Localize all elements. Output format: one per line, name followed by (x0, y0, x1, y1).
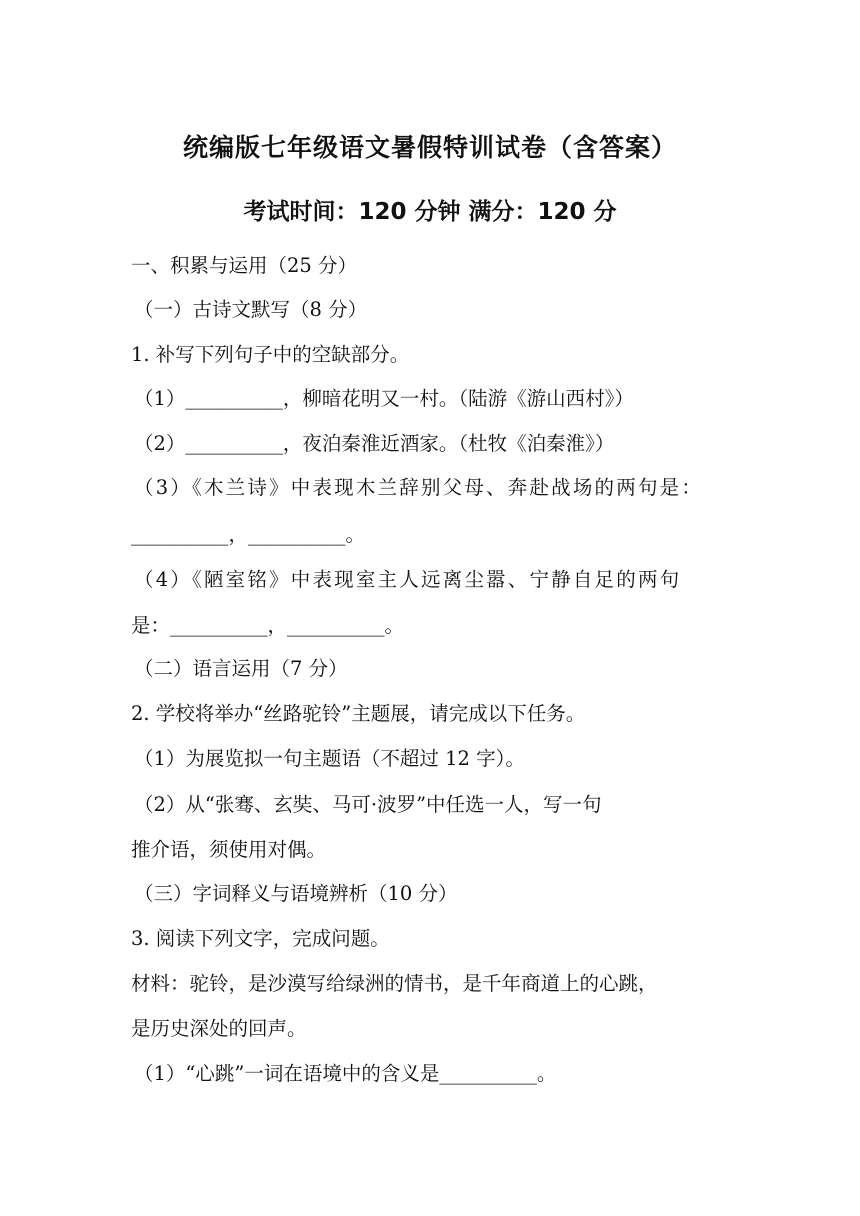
answer-blank-line: __________，__________。 (131, 523, 366, 546)
question-item: （3）《木兰诗》中表现木兰辞别父母、奔赴战场的两句是： (134, 476, 704, 499)
question-item: （2）从“张骞、玄奘、马可·波罗”中任选一人，写一句 (134, 793, 602, 816)
reading-material: 材料：驼铃，是沙漠写给绿洲的情书，是千年商道上的心跳， (131, 972, 658, 995)
question-item: （1）“心跳”一词在语境中的含义是__________。 (134, 1062, 557, 1085)
subsection-heading: （二）语言运用（7 分） (134, 657, 348, 680)
question-item: （1）__________，柳暗花明又一村。（陆游《游山西村》） (134, 387, 634, 410)
subsection-heading: （三）字词释义与语境辨析（10 分） (134, 882, 458, 905)
question-stem: 2. 学校将举办“丝路驼铃”主题展，请完成以下任务。 (131, 702, 586, 725)
question-item: （1）为展览拟一句主题语（不超过 12 字）。 (134, 747, 525, 770)
question-continuation: 推介语，须使用对偶。 (131, 838, 327, 861)
page-title: 统编版七年级语文暑假特训试卷（含答案） (182, 133, 677, 162)
question-stem: 1. 补写下列句子中的空缺部分。 (131, 343, 410, 366)
question-stem: 3. 阅读下列文字，完成问题。 (131, 927, 390, 950)
question-item: （4）《陋室铭》中表现室主人远离尘嚣、宁静自足的两句 (134, 568, 682, 591)
answer-blank-line: 是：__________，__________。 (131, 614, 405, 637)
question-item: （2）__________，夜泊秦淮近酒家。（杜牧《泊秦淮》） (134, 432, 615, 455)
subsection-heading: （一）古诗文默写（8 分） (134, 298, 368, 321)
reading-material-continuation: 是历史深处的回声。 (131, 1017, 307, 1040)
exam-info: 考试时间：120 分钟 满分：120 分 (243, 199, 617, 225)
section-heading: 一、积累与运用（25 分） (131, 254, 358, 277)
